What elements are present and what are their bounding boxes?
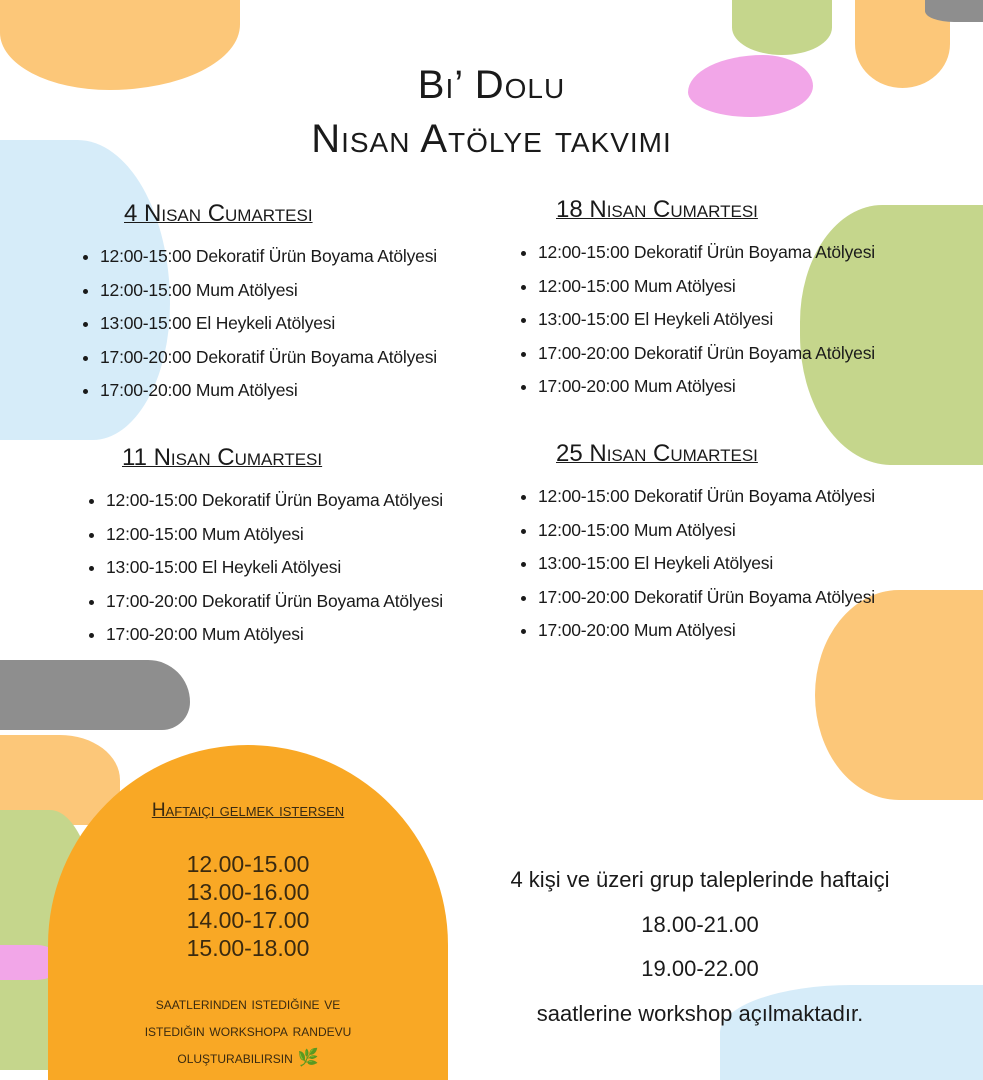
list-item: • 17:00-20:00 Mum Atölyesi xyxy=(538,614,875,648)
list-item: • 12:00-15:00 Dekoratif Ürün Boyama Atölyesi xyxy=(106,484,443,518)
list-item: • 13:00-15:00 El Heykeli Atölyesi xyxy=(100,307,437,341)
page-title: Bi’ Dolu Nisan Atölye takvimi xyxy=(311,63,672,161)
list-item: • 17:00-20:00 Dekoratif Ürün Boyama Atölyesi xyxy=(100,341,437,375)
day-title: 18 Nisan Cumartesi xyxy=(556,196,758,223)
list-item: • 17:00-20:00 Dekoratif Ürün Boyama Atölyesi xyxy=(538,337,875,371)
session-list xyxy=(86,484,443,652)
list-item: • 13:00-15:00 El Heykeli Atölyesi xyxy=(106,551,443,585)
list-item: • 13:00-15:00 El Heykeli Atölyesi xyxy=(538,303,875,337)
list-item: • 17:00-20:00 Dekoratif Ürün Boyama Atölyesi xyxy=(106,585,443,619)
list-item: • 12:00-15:00 Mum Atölyesi xyxy=(538,270,875,304)
session-list xyxy=(518,236,875,404)
list-item: • 17:00-20:00 Mum Atölyesi xyxy=(538,370,875,404)
session-list xyxy=(80,240,437,408)
list-item: • 17:00-20:00 Mum Atölyesi xyxy=(100,374,437,408)
list-item: • 12:00-15:00 Mum Atölyesi xyxy=(538,514,875,548)
list-item: • 12:00-15:00 Dekoratif Ürün Boyama Atölyesi xyxy=(100,240,437,274)
weekday-times: 12.00-15.00 13.00-16.00 14.00-17.00 15.00-18.00 xyxy=(186,851,310,961)
blob-green-top xyxy=(732,0,832,55)
day-schedule-4 xyxy=(80,200,437,408)
blob-gray-topright xyxy=(925,0,983,22)
list-item: • 12:00-15:00 Dekoratif Ürün Boyama Atölyesi xyxy=(538,480,875,514)
day-schedule-18 xyxy=(518,196,875,404)
list-item: • 17:00-20:00 Dekoratif Ürün Boyama Atölyesi xyxy=(538,581,875,615)
list-item: • 12:00-15:00 Mum Atölyesi xyxy=(106,518,443,552)
day-title: 4 Nisan Cumartesi xyxy=(124,200,313,227)
weekday-title: Haftaiçi gelmek istersen xyxy=(151,800,345,821)
day-schedule-11 xyxy=(86,444,443,652)
list-item: • 13:00-15:00 El Heykeli Atölyesi xyxy=(538,547,875,581)
list-item: • 17:00-20:00 Mum Atölyesi xyxy=(106,618,443,652)
list-item: • 12:00-15:00 Dekoratif Ürün Boyama Atölyesi xyxy=(538,236,875,270)
list-item: • 12:00-15:00 Mum Atölyesi xyxy=(100,274,437,308)
session-list xyxy=(518,480,875,648)
day-title: 11 Nisan Cumartesi xyxy=(122,444,323,471)
weekday-note: saatlerinden istediğine ve istediğin workshopa randevu oluşturabilirsin 🌿 xyxy=(144,994,352,1067)
blob-gray-left xyxy=(0,660,190,730)
day-schedule-25 xyxy=(518,440,875,648)
day-title: 25 Nisan Cumartesi xyxy=(556,440,758,467)
group-booking-info: 4 kişi ve üzeri grup taleplerinde haftaiçi 18.00-21.00 19.00-22.00 saatlerine workshop açılmaktadır. xyxy=(510,867,890,1026)
